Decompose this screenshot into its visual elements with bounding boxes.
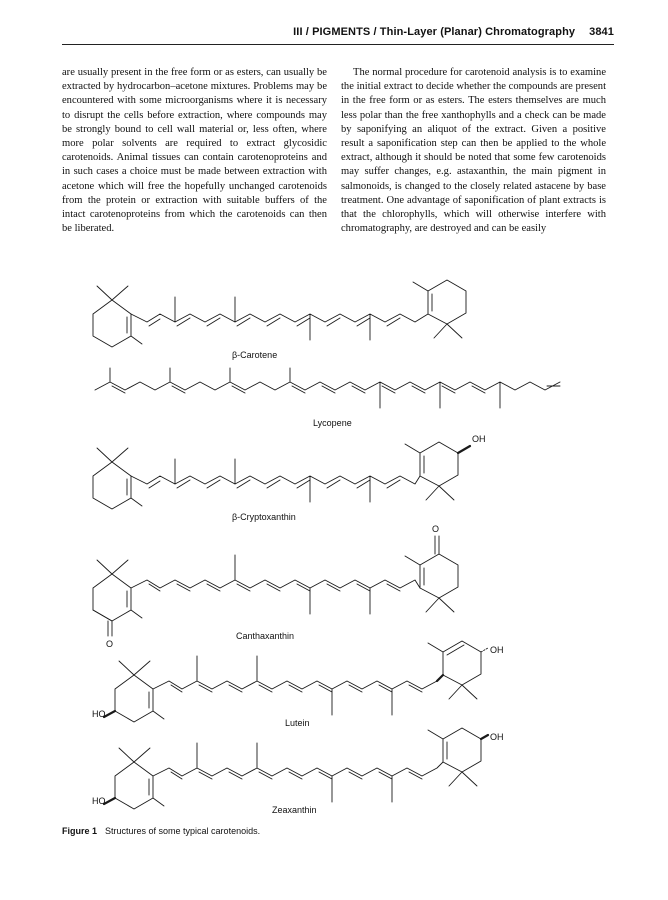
- figure-caption-text: Structures of some typical carotenoids.: [105, 826, 261, 836]
- atom-ho-lutein: HO: [92, 709, 106, 719]
- atom-o-canthaxanthin-bottom: O: [106, 639, 114, 649]
- right-column: [341, 66, 606, 236]
- page-number: 3841: [589, 26, 614, 38]
- atom-oh-zeaxanthin: OH: [490, 732, 504, 742]
- figure-caption-label: Figure 1: [62, 826, 98, 836]
- label-canthaxanthin: Canthaxanthin: [236, 631, 295, 641]
- label-beta-cryptoxanthin: β-Cryptoxanthin: [232, 512, 296, 522]
- structures-drawing: [0, 270, 668, 850]
- atom-o-canthaxanthin-top: O: [432, 524, 440, 534]
- left-column: [62, 66, 327, 236]
- label-lutein: Lutein: [285, 718, 310, 728]
- figure-carotenoid-structures: [0, 270, 668, 850]
- running-title: III / PIGMENTS / Thin-Layer (Planar) Chromatography: [293, 26, 576, 38]
- lutein-structure: [104, 641, 488, 722]
- atom-oh-cryptoxanthin: OH: [472, 434, 486, 444]
- right-paragraph: The normal procedure for carotenoid analysis is to examine the initial extract to decide whether the compounds are present in the free form or as esters. The esters themselves are much less polar than the free xanthophylls and a check can be made by saponifying an aliquot of the extract. Given a positive result a saponification step can then be applied to the whole extract, although it should be noted that some few carotenoids may suffer changes, e.g. astaxanthin, the main pigment in salmonoids, is changed to the closely related astacene by base treatment. One advantage of saponification of plant extracts is that the chlorophylls, which will otherwise interfere with chromatography, are destroyed and can be easily: [341, 67, 606, 235]
- running-header: [62, 26, 614, 45]
- label-beta-carotene: β-Carotene: [232, 350, 278, 360]
- zeaxanthin-structure: [104, 728, 488, 809]
- beta-cryptoxanthin-structure: [93, 442, 470, 509]
- canthaxanthin-structure: [93, 536, 458, 636]
- lycopene-structure: [95, 368, 560, 408]
- beta-carotene-structure: [93, 280, 466, 347]
- atom-oh-lutein: OH: [490, 645, 504, 655]
- label-lycopene: Lycopene: [313, 418, 352, 428]
- label-zeaxanthin: Zeaxanthin: [272, 805, 317, 815]
- left-paragraph: are usually present in the free form or as esters, can usually be extracted by hydrocarbon–acetone mixtures. Problems may be encountered with some microorganisms where it is necessary to disrupt the cells before extraction, where compounds may be strongly bound to cell wall material or, less often, where more polar solvents are required to extract glycosidic carotenoids. Animal tissues can contain carotenoproteins and in such cases a choice must be made between extraction with acetone which will free the hopefully unchanged carotenoids from the protein or extraction with suitable buffers of the intact carotenoproteins from which the carotenoids can then be liberated.: [62, 67, 327, 235]
- figure-caption: [62, 826, 602, 836]
- atom-ho-zeaxanthin: HO: [92, 796, 106, 806]
